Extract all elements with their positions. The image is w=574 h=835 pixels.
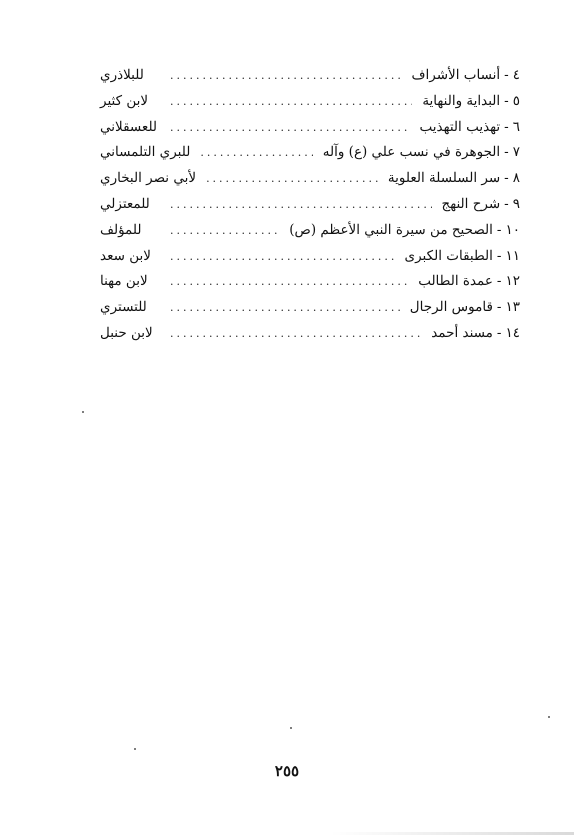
entry-number: ١١ — [505, 247, 520, 264]
bibliography-entry — [100, 192, 520, 218]
dot-leader — [170, 63, 402, 89]
bibliography-entry — [100, 269, 520, 295]
dot-leader — [170, 321, 421, 347]
entry-number: ٥ — [512, 92, 520, 109]
bibliography-entry — [100, 140, 520, 166]
entry-title: الصحيح من سيرة النبي الأعظم (ص) — [289, 221, 493, 238]
entry-dash: - — [504, 195, 509, 212]
entry-number: ١٠ — [505, 221, 520, 238]
entry-title: الطبقات الكبرى — [404, 247, 493, 264]
dot-leader — [170, 115, 410, 141]
entry-number: ٦ — [512, 118, 520, 135]
entry-number: ١٢ — [505, 273, 520, 290]
entry-dash: - — [504, 118, 509, 135]
entry-number: ٨ — [512, 170, 520, 187]
dot-leader — [170, 192, 432, 218]
entry-author: للبلاذري — [100, 67, 144, 83]
bibliography-entry — [100, 218, 520, 244]
entry-number: ١٣ — [505, 299, 520, 316]
entry-author: للمؤلف — [100, 221, 142, 238]
entry-author: للبري التلمساني — [100, 144, 191, 161]
entry-title: الجوهرة في نسب علي (ع) وآله — [322, 144, 501, 161]
entry-author: لابن مهنا — [100, 273, 148, 290]
entry-number: ١٤ — [505, 324, 520, 341]
entry-title: قاموس الرجال — [409, 299, 493, 316]
page-number: ٢٥٥ — [274, 762, 300, 780]
entry-title: تهذيب التهذيب — [419, 118, 501, 135]
entry-dash: - — [496, 247, 502, 264]
entry-author: لابن كثير — [100, 92, 149, 109]
bibliography-entry — [100, 166, 520, 192]
entry-author: للتستري — [100, 299, 147, 316]
bibliography-entry — [100, 89, 520, 115]
entry-author: للعسقلاني — [100, 118, 158, 135]
entry-number: ٩ — [512, 195, 520, 212]
bibliography-entry — [100, 115, 520, 141]
bibliography-list — [100, 63, 520, 347]
entry-author: للمعتزلي — [100, 195, 150, 212]
scan-speck — [290, 727, 292, 729]
entry-title: مسند أحمد — [431, 324, 493, 341]
entry-author: لأبي نصر البخاري — [100, 170, 197, 187]
entry-title: سر السلسلة العلوية — [387, 170, 501, 187]
entry-number: ٤ — [512, 67, 520, 83]
scan-speck — [82, 411, 84, 413]
entry-dash: - — [504, 92, 509, 109]
bibliography-entry — [100, 244, 520, 270]
entry-dash: - — [504, 67, 509, 83]
dot-leader — [170, 89, 412, 115]
dot-leader — [170, 244, 395, 270]
entry-dash: - — [496, 273, 502, 290]
entry-dash: - — [496, 324, 502, 341]
entry-author: لابن حنبل — [100, 324, 153, 341]
bibliography-entry — [100, 63, 520, 89]
entry-author: لابن سعد — [100, 247, 151, 264]
entry-dash: - — [496, 299, 502, 316]
entry-title: شرح النهج — [441, 195, 501, 212]
dot-leader — [170, 218, 279, 244]
entry-title: أنساب الأشراف — [411, 67, 501, 83]
entry-dash: - — [504, 170, 509, 187]
dot-leader — [206, 166, 378, 192]
entry-title: عمدة الطالب — [418, 273, 493, 290]
scan-speck — [134, 748, 136, 750]
entry-number: ٧ — [512, 144, 520, 161]
dot-leader — [200, 140, 312, 166]
entry-title: البداية والنهاية — [422, 92, 501, 109]
bibliography-entry — [100, 295, 520, 321]
entry-dash: - — [504, 144, 509, 161]
dot-leader — [170, 269, 408, 295]
entry-dash: - — [496, 221, 502, 238]
dot-leader — [170, 295, 400, 321]
scan-speck — [548, 716, 550, 718]
bibliography-entry — [100, 321, 520, 347]
